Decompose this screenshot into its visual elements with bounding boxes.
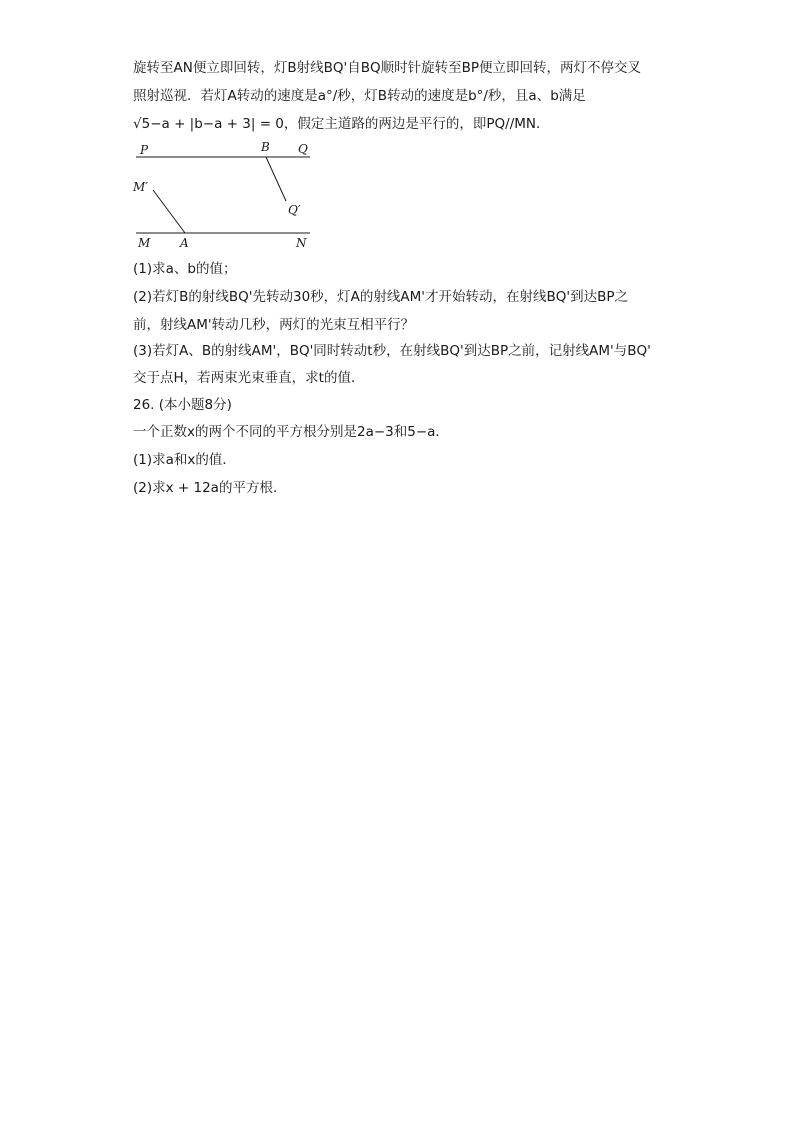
- parallel-lines-figure: [128, 138, 318, 254]
- label-m-prime: M′: [133, 180, 149, 194]
- label-p: P: [140, 143, 149, 157]
- problem25-intro-line3: √5−a + |b−a + 3| = 0，假定主道路的两边是平行的，即PQ//MN．: [133, 116, 550, 132]
- problem25-q2-line1: (2)若灯B的射线BQ'先转动30秒，灯A的射线AM'才开始转动，在射线BQ'到达BP之: [133, 289, 628, 305]
- label-n: N: [296, 236, 307, 250]
- problem25-q3-line2: 交于点H，若两束光束垂直，求t的值．: [133, 370, 365, 386]
- ray-am-prime: [153, 190, 185, 233]
- problem26-header: 26. (本小题8分): [133, 397, 232, 413]
- problem25-q3-line1: (3)若灯A、B的射线AM'，BQ'同时转动t秒，在射线BQ'到达BP之前，记射线AM'与BQ': [133, 343, 651, 359]
- problem26-stem: 一个正数x的两个不同的平方根分别是2a−3和5−a．: [133, 424, 449, 440]
- problem25-intro-line1: 旋转至AN便立即回转，灯B射线BQ'自BQ顺时针旋转至BP便立即回转，两灯不停交叉: [133, 60, 641, 76]
- problem26-q1: (1)求a和x的值．: [133, 452, 236, 468]
- problem25-q2-line2: 前，射线AM'转动几秒，两灯的光束互相平行？: [133, 317, 415, 333]
- problem25-intro-line2: 照射巡视．若灯A转动的速度是a°/秒，灯B转动的速度是b°/秒，且a、b满足: [133, 88, 586, 104]
- label-m: M: [138, 236, 151, 250]
- figure-svg: [128, 138, 318, 254]
- label-q-prime: Q′: [288, 203, 301, 217]
- label-b: B: [261, 140, 270, 154]
- label-q: Q: [298, 142, 308, 156]
- label-a: A: [180, 236, 189, 250]
- problem25-q1: (1)求a、b的值；: [133, 261, 237, 277]
- ray-bq-prime: [266, 157, 286, 201]
- problem26-q2: (2)求x + 12a的平方根．: [133, 480, 287, 496]
